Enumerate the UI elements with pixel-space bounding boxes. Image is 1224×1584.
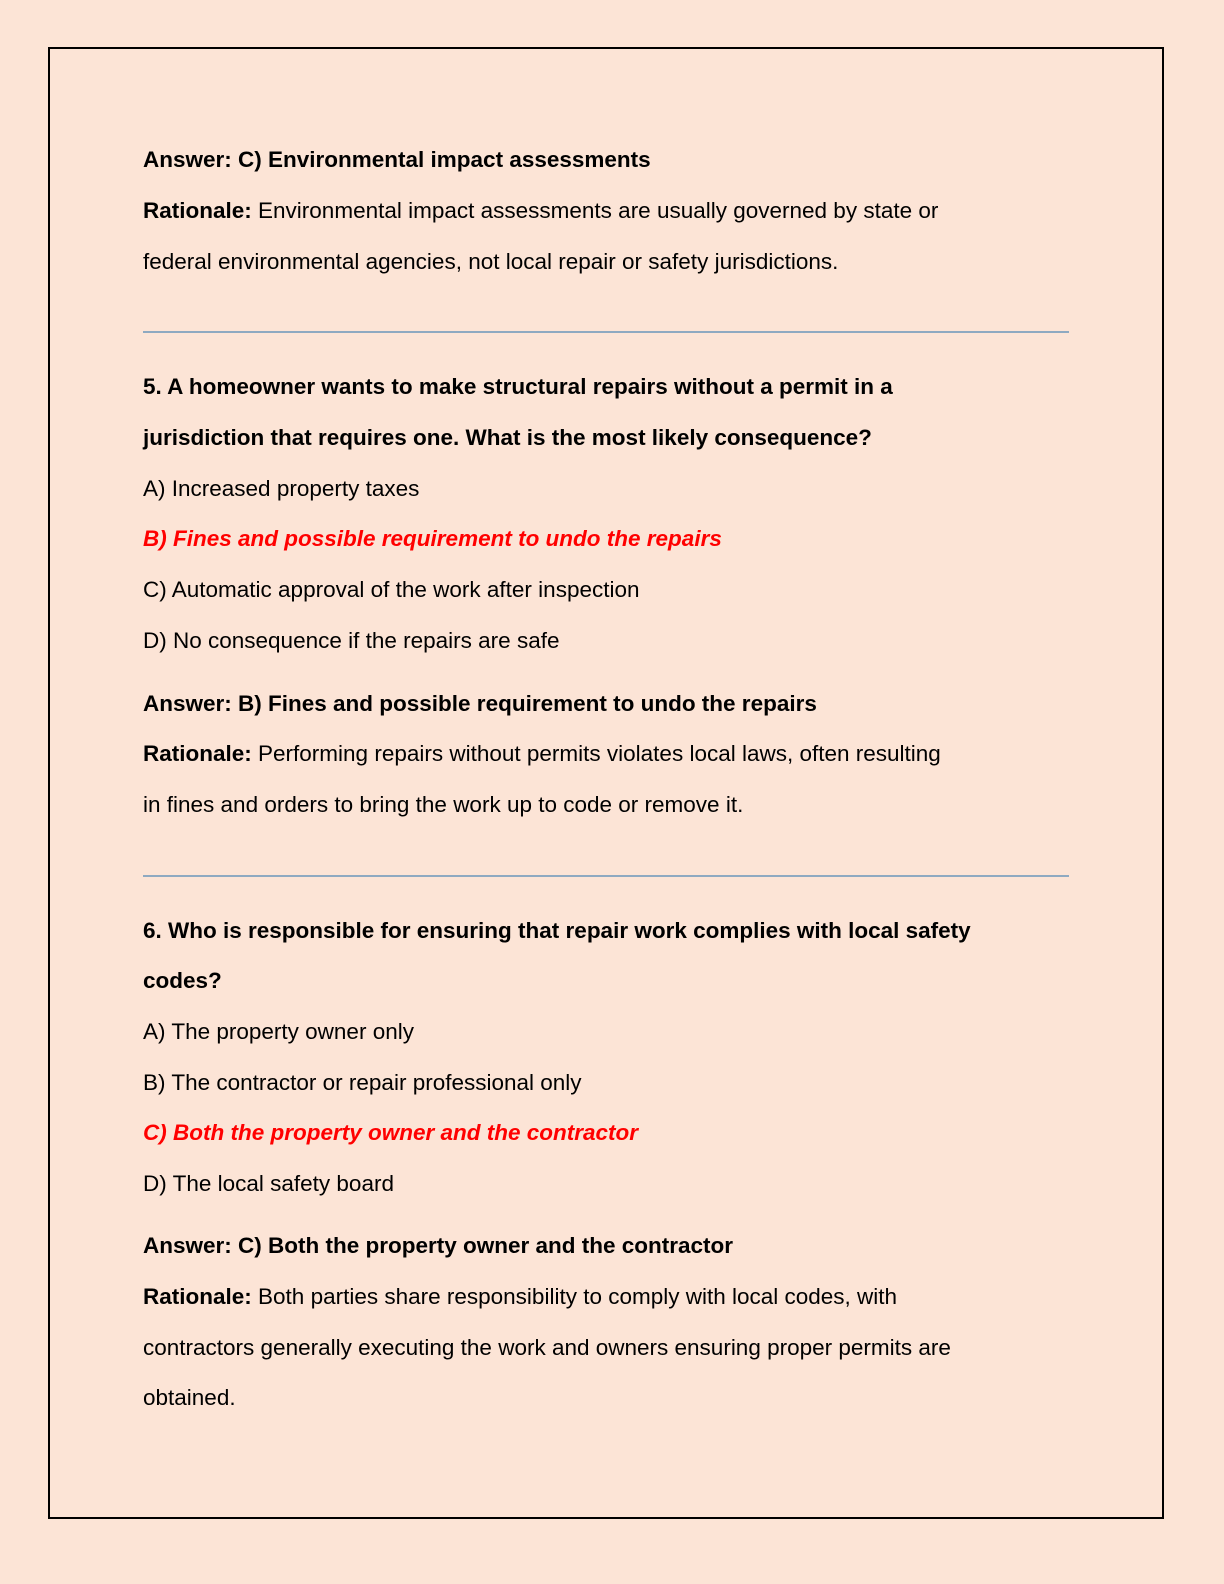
q4-rationale-line: [143, 196, 938, 226]
q5-option-b-correct: B) Fines and possible requirement to undo the repairs: [143, 526, 722, 551]
q6-option-a: A) The property owner only: [143, 1019, 414, 1044]
rationale-text: Performing repairs without permits violates local laws, often resulting: [258, 741, 941, 766]
q6-rationale-line-2: contractors generally executing the work and owners ensuring proper permits are: [143, 1335, 951, 1360]
q5-question-line-1: 5. A homeowner wants to make structural repairs without a permit in a: [143, 374, 893, 399]
q6-option-c-correct: C) Both the property owner and the contractor: [143, 1120, 639, 1145]
q5-option-d: D) No consequence if the repairs are safe: [143, 628, 560, 653]
q6-question-line-2: codes?: [143, 968, 222, 993]
q6-option-b: B) The contractor or repair professional only: [143, 1070, 582, 1095]
rationale-label: Rationale:: [143, 198, 252, 223]
q5-option-a: A) Increased property taxes: [143, 476, 420, 501]
q5-question-line-2: jurisdiction that requires one. What is the most likely consequence?: [143, 425, 872, 450]
q4-answer: Answer: C) Environmental impact assessments: [143, 147, 651, 172]
q5-option-c: C) Automatic approval of the work after inspection: [143, 577, 640, 602]
q6-rationale-line-3: obtained.: [143, 1385, 236, 1410]
q5-rationale-line: [143, 739, 941, 769]
q6-option-d: D) The local safety board: [143, 1171, 394, 1196]
rationale-text: Environmental impact assessments are usually governed by state or: [258, 198, 939, 223]
q5-answer: Answer: B) Fines and possible requirement to undo the repairs: [143, 691, 817, 716]
rationale-label: Rationale:: [143, 1284, 252, 1309]
section-divider: [143, 331, 1069, 333]
q4-rationale-line-2: federal environmental agencies, not local repair or safety jurisdictions.: [143, 249, 839, 274]
rationale-text: Both parties share responsibility to comply with local codes, with: [258, 1284, 898, 1309]
q6-question-line-1: 6. Who is responsible for ensuring that repair work complies with local safety: [143, 918, 971, 943]
rationale-label: Rationale:: [143, 741, 252, 766]
q6-rationale-line: [143, 1282, 897, 1312]
q5-rationale-line-2: in fines and orders to bring the work up to code or remove it.: [143, 792, 744, 817]
section-divider: [143, 875, 1069, 877]
q6-answer: Answer: C) Both the property owner and the contractor: [143, 1233, 734, 1258]
